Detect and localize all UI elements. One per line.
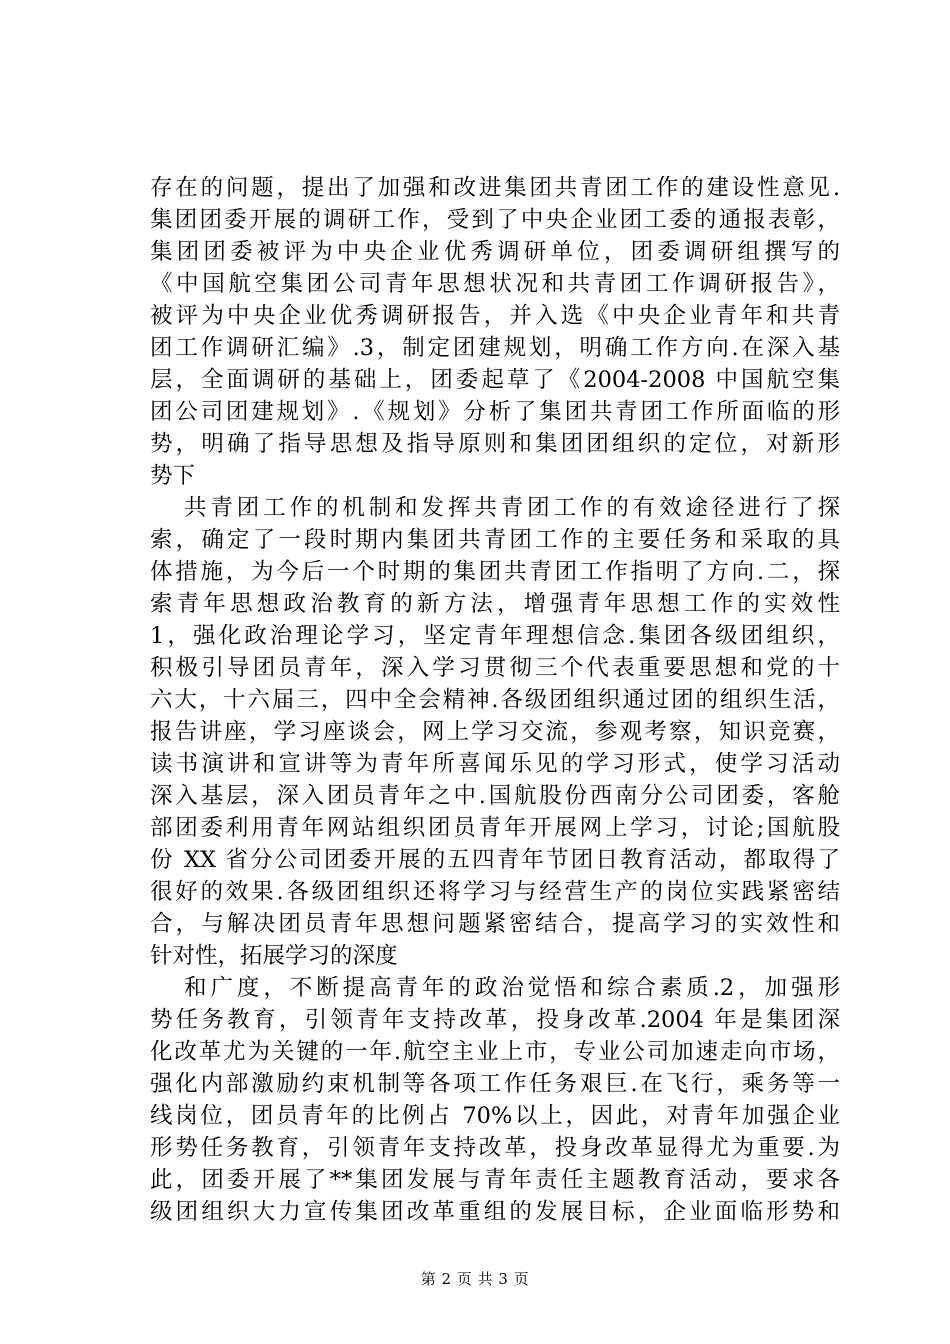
page-number-label: 第 2 页 共 3 页 (420, 1270, 530, 1288)
text-line: 读书演讲和宣讲等为青年所喜闻乐见的学习形式，使学习活动 (150, 751, 840, 777)
text-line: 集团团委开展的调研工作，受到了中央企业团工委的通报表彰， (150, 207, 840, 233)
text-line: 势下 (150, 463, 196, 489)
text-line: 和广度，不断提高青年的政治觉悟和综合素质.2，加强形 (184, 975, 840, 1001)
text-line: 势，明确了指导思想及指导原则和集团团组织的定位，对新形 (150, 431, 840, 457)
text-line: 份 XX 省分公司团委开展的五四青年节团日教育活动，都取得了 (150, 847, 840, 873)
body-text (150, 172, 840, 1228)
text-line: 线岗位，团员青年的比例占 70%以上，因此，对青年加强企业 (150, 1103, 840, 1129)
text-line: 很好的效果.各级团组织还将学习与经营生产的岗位实践紧密结 (150, 879, 840, 905)
text-line: 势任务教育，引领青年支持改革，投身改革.2004 年是集团深 (150, 1007, 840, 1033)
text-line: 团公司团建规划》.《规划》分析了集团共青团工作所面临的形 (150, 399, 840, 425)
text-line: 1，强化政治理论学习，坚定青年理想信念.集团各级团组织， (150, 623, 840, 649)
text-line: 针对性，拓展学习的深度 (150, 943, 398, 969)
text-line: 化改革尤为关键的一年.航空主业上市，专业公司加速走向市场， (150, 1039, 840, 1065)
page-footer (0, 1269, 950, 1289)
text-line: 合，与解决团员青年思想问题紧密结合，提高学习的实效性和 (150, 911, 840, 937)
text-line: 《中国航空集团公司青年思想状况和共青团工作调研报告》， (150, 271, 840, 297)
text-line: 部团委利用青年网站组织团员青年开展网上学习，讨论;国航股 (150, 815, 840, 841)
text-line: 被评为中央企业优秀调研报告，并入选《中央企业青年和共青 (150, 303, 840, 329)
text-line: 深入基层，深入团员青年之中.国航股份西南分公司团委，客舱 (150, 783, 840, 809)
text-line: 索，确定了一段时期内集团共青团工作的主要任务和采取的具 (150, 527, 840, 553)
text-line: 存在的问题，提出了加强和改进集团共青团工作的建设性意见. (150, 175, 840, 201)
text-line: 强化内部激励约束机制等各项工作任务艰巨.在飞行，乘务等一 (150, 1071, 840, 1097)
text-line: 积极引导团员青年，深入学习贯彻三个代表重要思想和党的十 (150, 655, 840, 681)
text-line: 共青团工作的机制和发挥共青团工作的有效途径进行了探 (184, 495, 840, 521)
text-line: 报告讲座，学习座谈会，网上学习交流，参观考察，知识竞赛， (150, 719, 840, 745)
text-line: 此，团委开展了**集团发展与青年责任主题教育活动，要求各 (150, 1167, 840, 1193)
text-line: 形势任务教育，引领青年支持改革，投身改革显得尤为重要.为 (150, 1135, 840, 1161)
text-line: 六大，十六届三，四中全会精神.各级团组织通过团的组织生活， (150, 687, 840, 713)
text-line: 集团团委被评为中央企业优秀调研单位，团委调研组撰写的 (150, 239, 840, 265)
text-line: 级团组织大力宣传集团改革重组的发展目标，企业面临形势和 (150, 1199, 840, 1225)
text-line: 索青年思想政治教育的新方法，增强青年思想工作的实效性 (150, 591, 840, 617)
text-line: 体措施，为今后一个时期的集团共青团工作指明了方向.二，探 (150, 559, 840, 585)
text-line: 层，全面调研的基础上，团委起草了《2004-2008 中国航空集 (150, 367, 840, 393)
text-line: 团工作调研汇编》.3，制定团建规划，明确工作方向.在深入基 (150, 335, 840, 361)
